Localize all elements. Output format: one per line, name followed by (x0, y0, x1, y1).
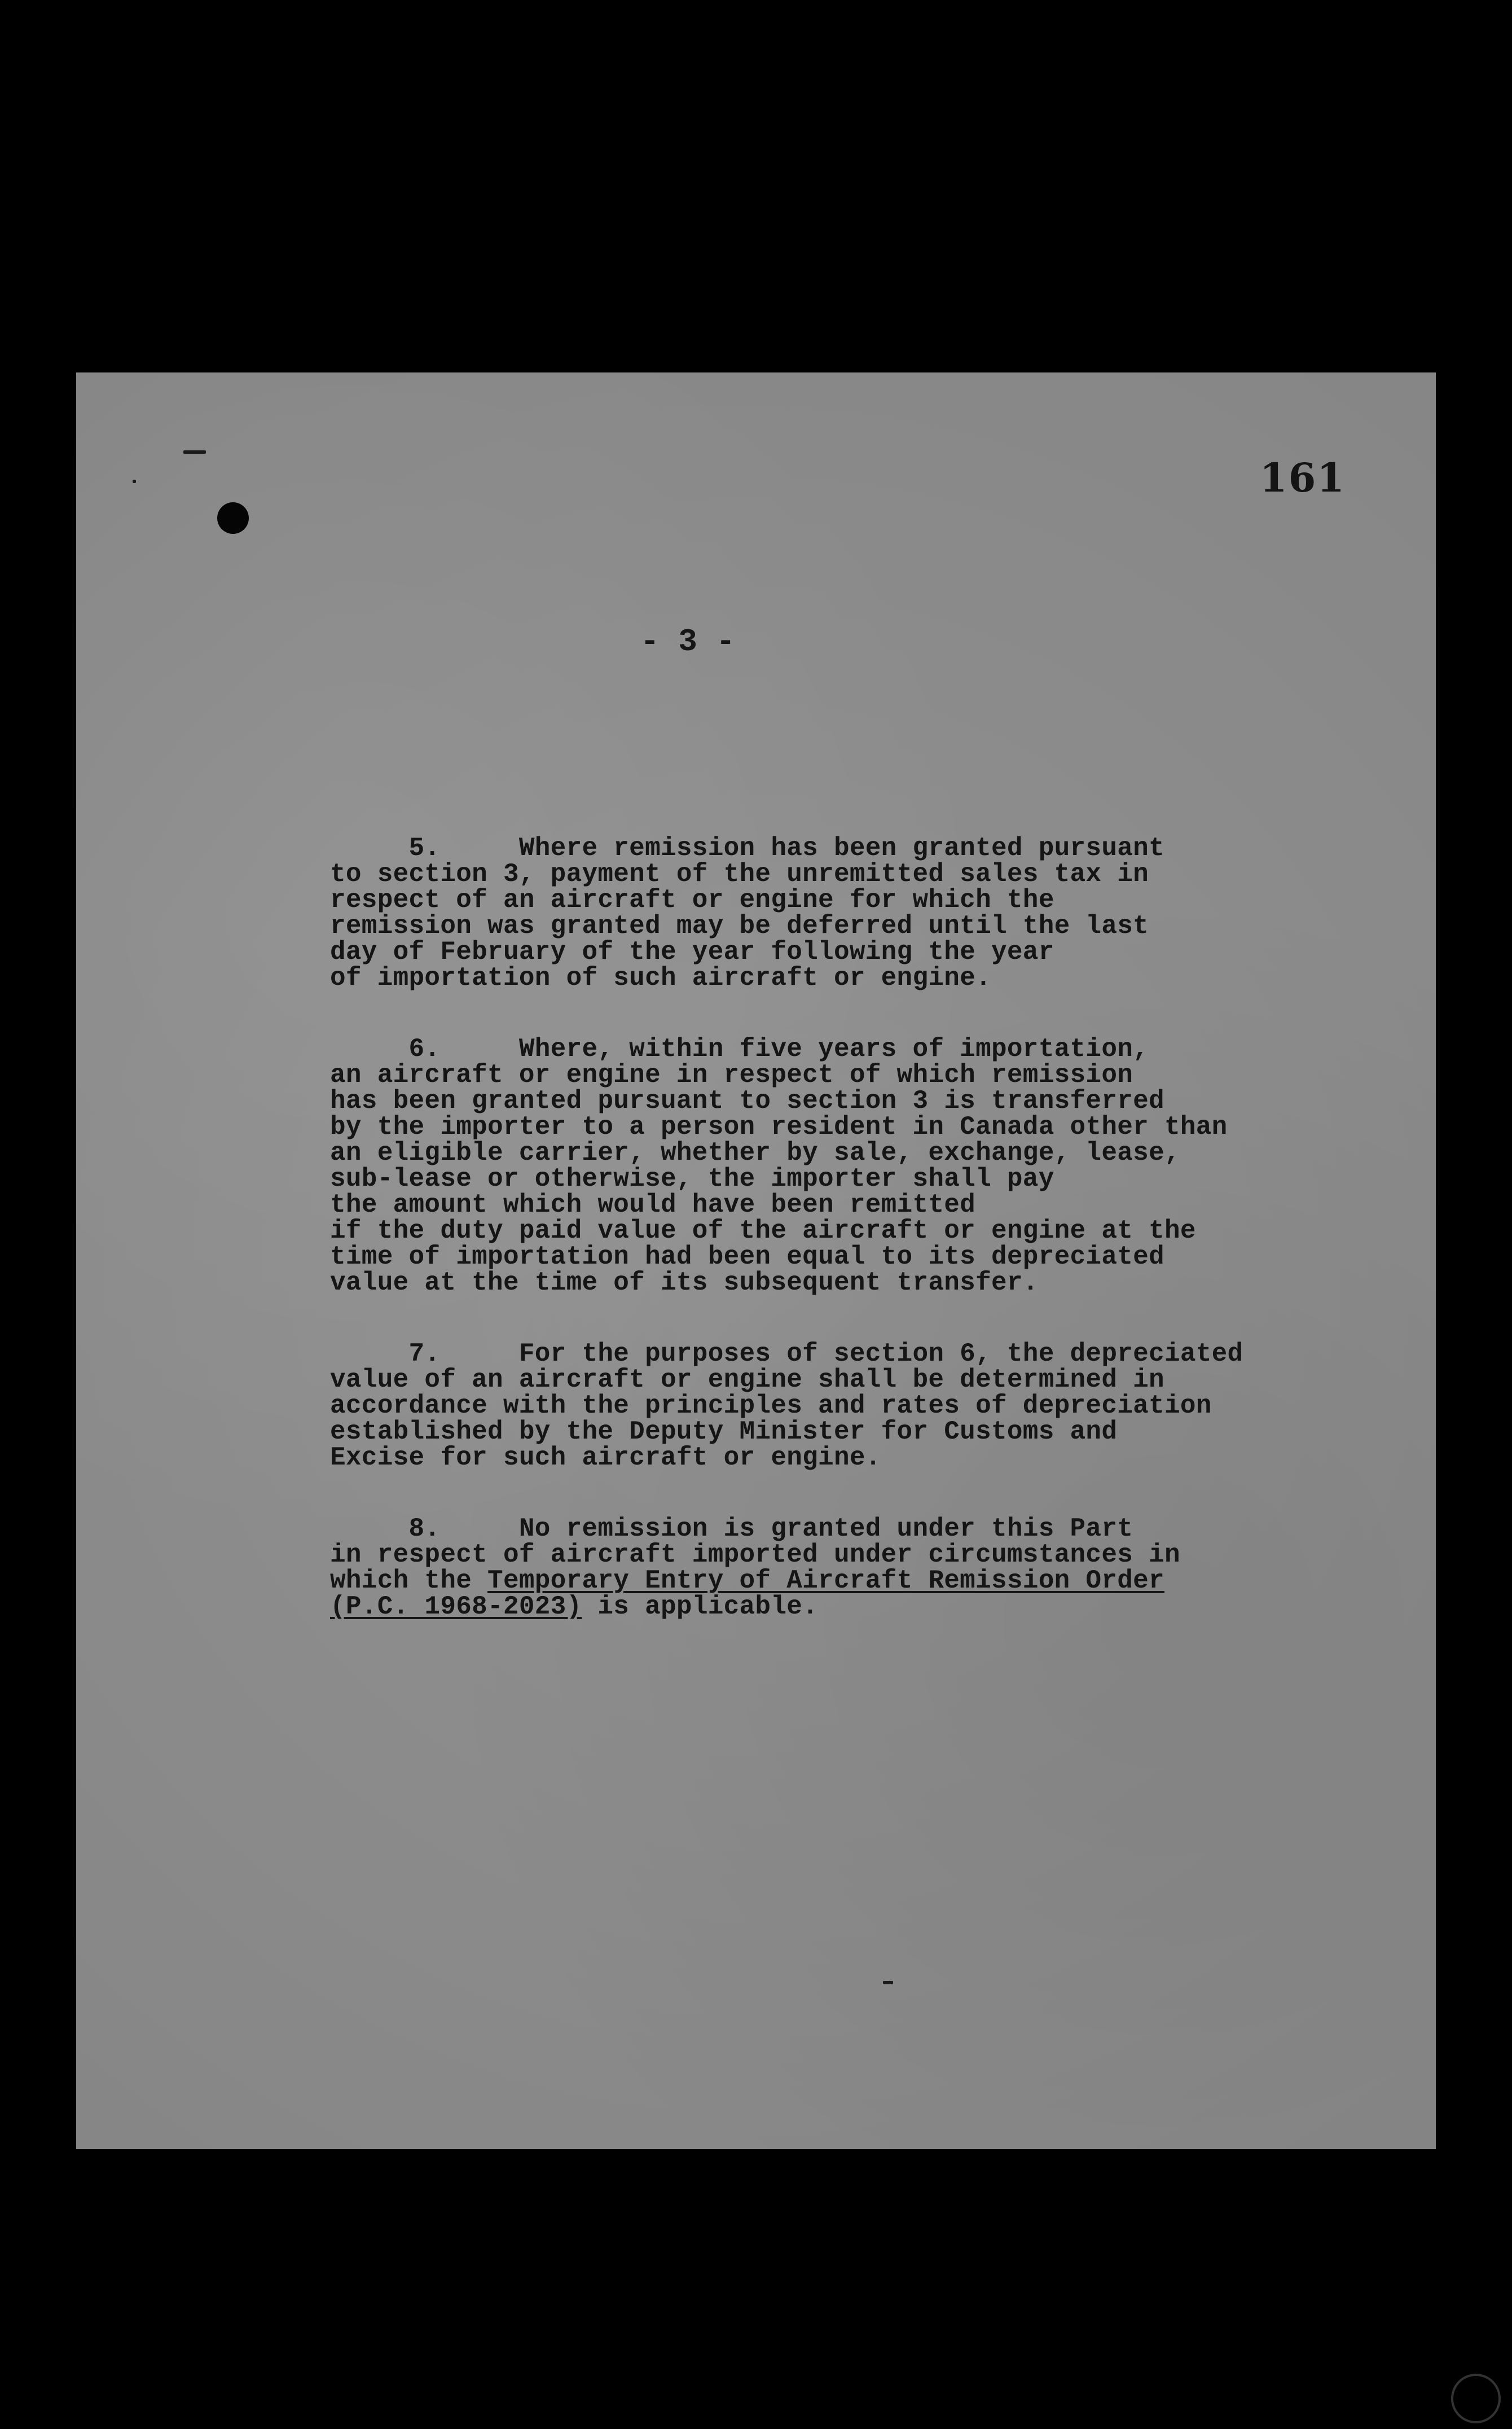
text-line: of importation of such aircraft or engine. (330, 963, 991, 993)
text-line: remission was granted may be deferred until the last (330, 911, 1149, 941)
text-line (330, 1594, 1374, 1620)
paragraph-7 (330, 1341, 1374, 1471)
speck (183, 450, 206, 454)
text-line: 6. Where, within five years of importation, (330, 1034, 1149, 1064)
page-number: - 3 - (640, 624, 736, 660)
punch-hole (217, 502, 249, 534)
text-line: in respect of aircraft imported under circumstances in (330, 1540, 1180, 1569)
order-title-underlined: Temporary Entry of Aircraft Remission Order (487, 1566, 1164, 1595)
text-fragment: is applicable. (582, 1592, 819, 1621)
archive-stamp-icon (1451, 2374, 1501, 2423)
text-line: time of importation had been equal to its depreciated (330, 1242, 1164, 1272)
text-line: value at the time of its subsequent transfer. (330, 1268, 1039, 1297)
text-line: accordance with the principles and rates of depreciation (330, 1391, 1212, 1420)
text-line: by the importer to a person resident in Canada other than (330, 1112, 1228, 1142)
text-line: 5. Where remission has been granted pursuant (330, 834, 1164, 863)
text-line: an aircraft or engine in respect of which remission (330, 1060, 1133, 1090)
text-line: the amount which would have been remitted (330, 1190, 976, 1220)
text-line: to section 3, payment of the unremitted sales tax in (330, 860, 1149, 889)
text-line: 8. No remission is granted under this Part (330, 1514, 1133, 1544)
text-line: established by the Deputy Minister for Customs and (330, 1417, 1118, 1446)
text-line: has been granted pursuant to section 3 is transferred (330, 1086, 1164, 1116)
text-line: day of February of the year following the year (330, 937, 1054, 967)
speck (883, 1981, 893, 1984)
document-body (330, 835, 1374, 1665)
folio-number: 161 (1259, 454, 1346, 501)
document-page (76, 372, 1436, 2149)
speck (133, 480, 136, 483)
paragraph-5 (330, 835, 1374, 991)
text-line: an eligible carrier, whether by sale, exchange, lease, (330, 1138, 1180, 1168)
text-line (330, 1568, 1374, 1594)
text-line: respect of an aircraft or engine for which the (330, 885, 1054, 915)
text-line: sub-lease or otherwise, the importer shall pay (330, 1164, 1054, 1194)
paragraph-6 (330, 1036, 1374, 1296)
order-reference-underlined: (P.C. 1968-2023) (330, 1592, 582, 1621)
text-line: 7. For the purposes of section 6, the depreciated (330, 1339, 1243, 1369)
text-line: value of an aircraft or engine shall be determined in (330, 1365, 1164, 1395)
text-fragment: which the (330, 1566, 488, 1595)
text-line: Excise for such aircraft or engine. (330, 1443, 881, 1472)
paragraph-8 (330, 1516, 1374, 1620)
text-line: if the duty paid value of the aircraft or engine at the (330, 1216, 1196, 1246)
